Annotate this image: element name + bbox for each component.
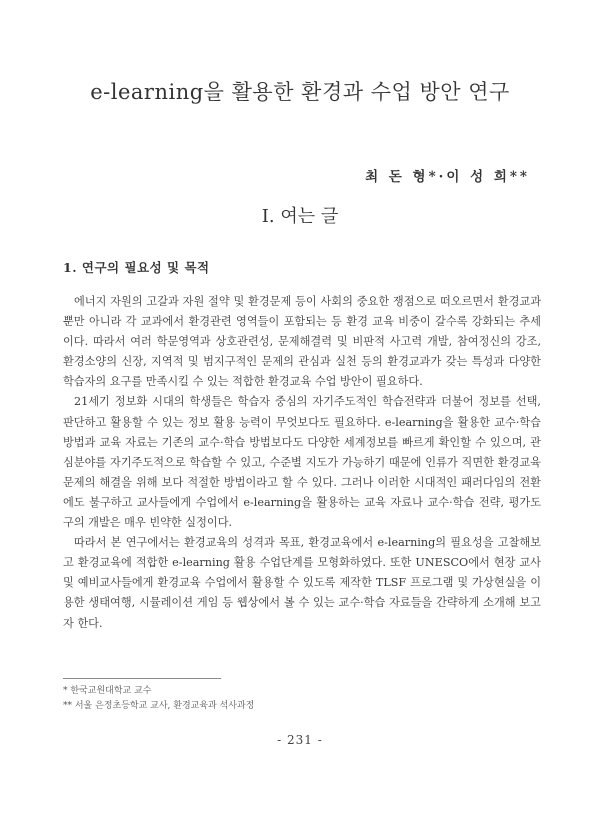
paragraph: 따라서 본 연구에서는 환경교육의 성격과 목표, 환경교육에서 e-learning의 필요성을 고찰해보고 환경교육에 적합한 e-learning 활용 수업단계를 모형화하였다. 또한 UNESCO에서 현장 교사 및 예비교사들에게 환경교육 수업에서 활용할 수 있도록 제작한 TLSF 프로그램 및 가상현실을 이용한 생태여행, 시뮬레이션 게임 등 웹상에서 볼 수 있는 교수·학습 자료들을 간략하게 소개해 보고자 한다.	[63, 536, 541, 630]
paragraph: 에너지 자원의 고갈과 자원 절약 및 환경문제 등이 사회의 중요한 쟁점으로 떠오르면서 환경교과 뿐만 아니라 각 교과에서 환경관련 영역들이 포함되는 등 환경 교육 비중이 갈수록 강화되는 추세이다. 따라서 여러 학문영역과 상호관련성, 문제해결력 및 비판적 사고력 개발, 참여정신의 강조, 환경소양의 신장, 지역적 및 범지구적인 문제의 관심과 실천 등의 환경교과가 갖는 특성과 다양한 학습자의 요구를 만족시킬 수 있는 적합한 환경교육 수업 방안이 필요하다.	[63, 295, 541, 389]
paper-title: e-learning을 활용한 환경과 수업 방안 연구	[90, 80, 510, 104]
subsection-heading: 1. 연구의 필요성 및 목적	[63, 260, 210, 275]
footnote: ** 서울 은정초등학교 교사, 환경교육과 석사과정	[63, 701, 255, 711]
footnote: * 한국교원대학교 교수	[63, 686, 152, 696]
author-line: 최 돈 형*·이 성 희**	[365, 169, 530, 185]
section-heading: Ⅰ. 여는 글	[261, 206, 339, 227]
body-text	[63, 292, 541, 634]
footnote-divider	[63, 678, 221, 679]
footnotes	[63, 684, 543, 714]
paragraph: 21세기 정보화 시대의 학생들은 학습자 중심의 자기주도적인 학습전략과 더불어 정보를 선택, 판단하고 활용할 수 있는 정보 활용 능력이 무엇보다도 필요하다. e-learning을 활용한 교수·학습 방법과 교육 자료는 기존의 교수·학습 방법보다도 다양한 세계정보를 빠르게 확인할 수 있으며, 관심분야를 자기주도적으로 학습할 수 있고, 수준별 지도가 가능하기 때문에 인류가 직면한 환경교육 문제의 해결을 위해 보다 적절한 방법이라고 할 수 있다. 그러나 이러한 시대적인 패러다임의 전환에도 불구하고 교사들에게 수업에서 e-learning을 활용하는 교육 자료나 교수·학습 전략, 평가도구의 개발은 매우 빈약한 실정이다.	[63, 395, 541, 530]
page-number: - 231 -	[277, 733, 323, 747]
